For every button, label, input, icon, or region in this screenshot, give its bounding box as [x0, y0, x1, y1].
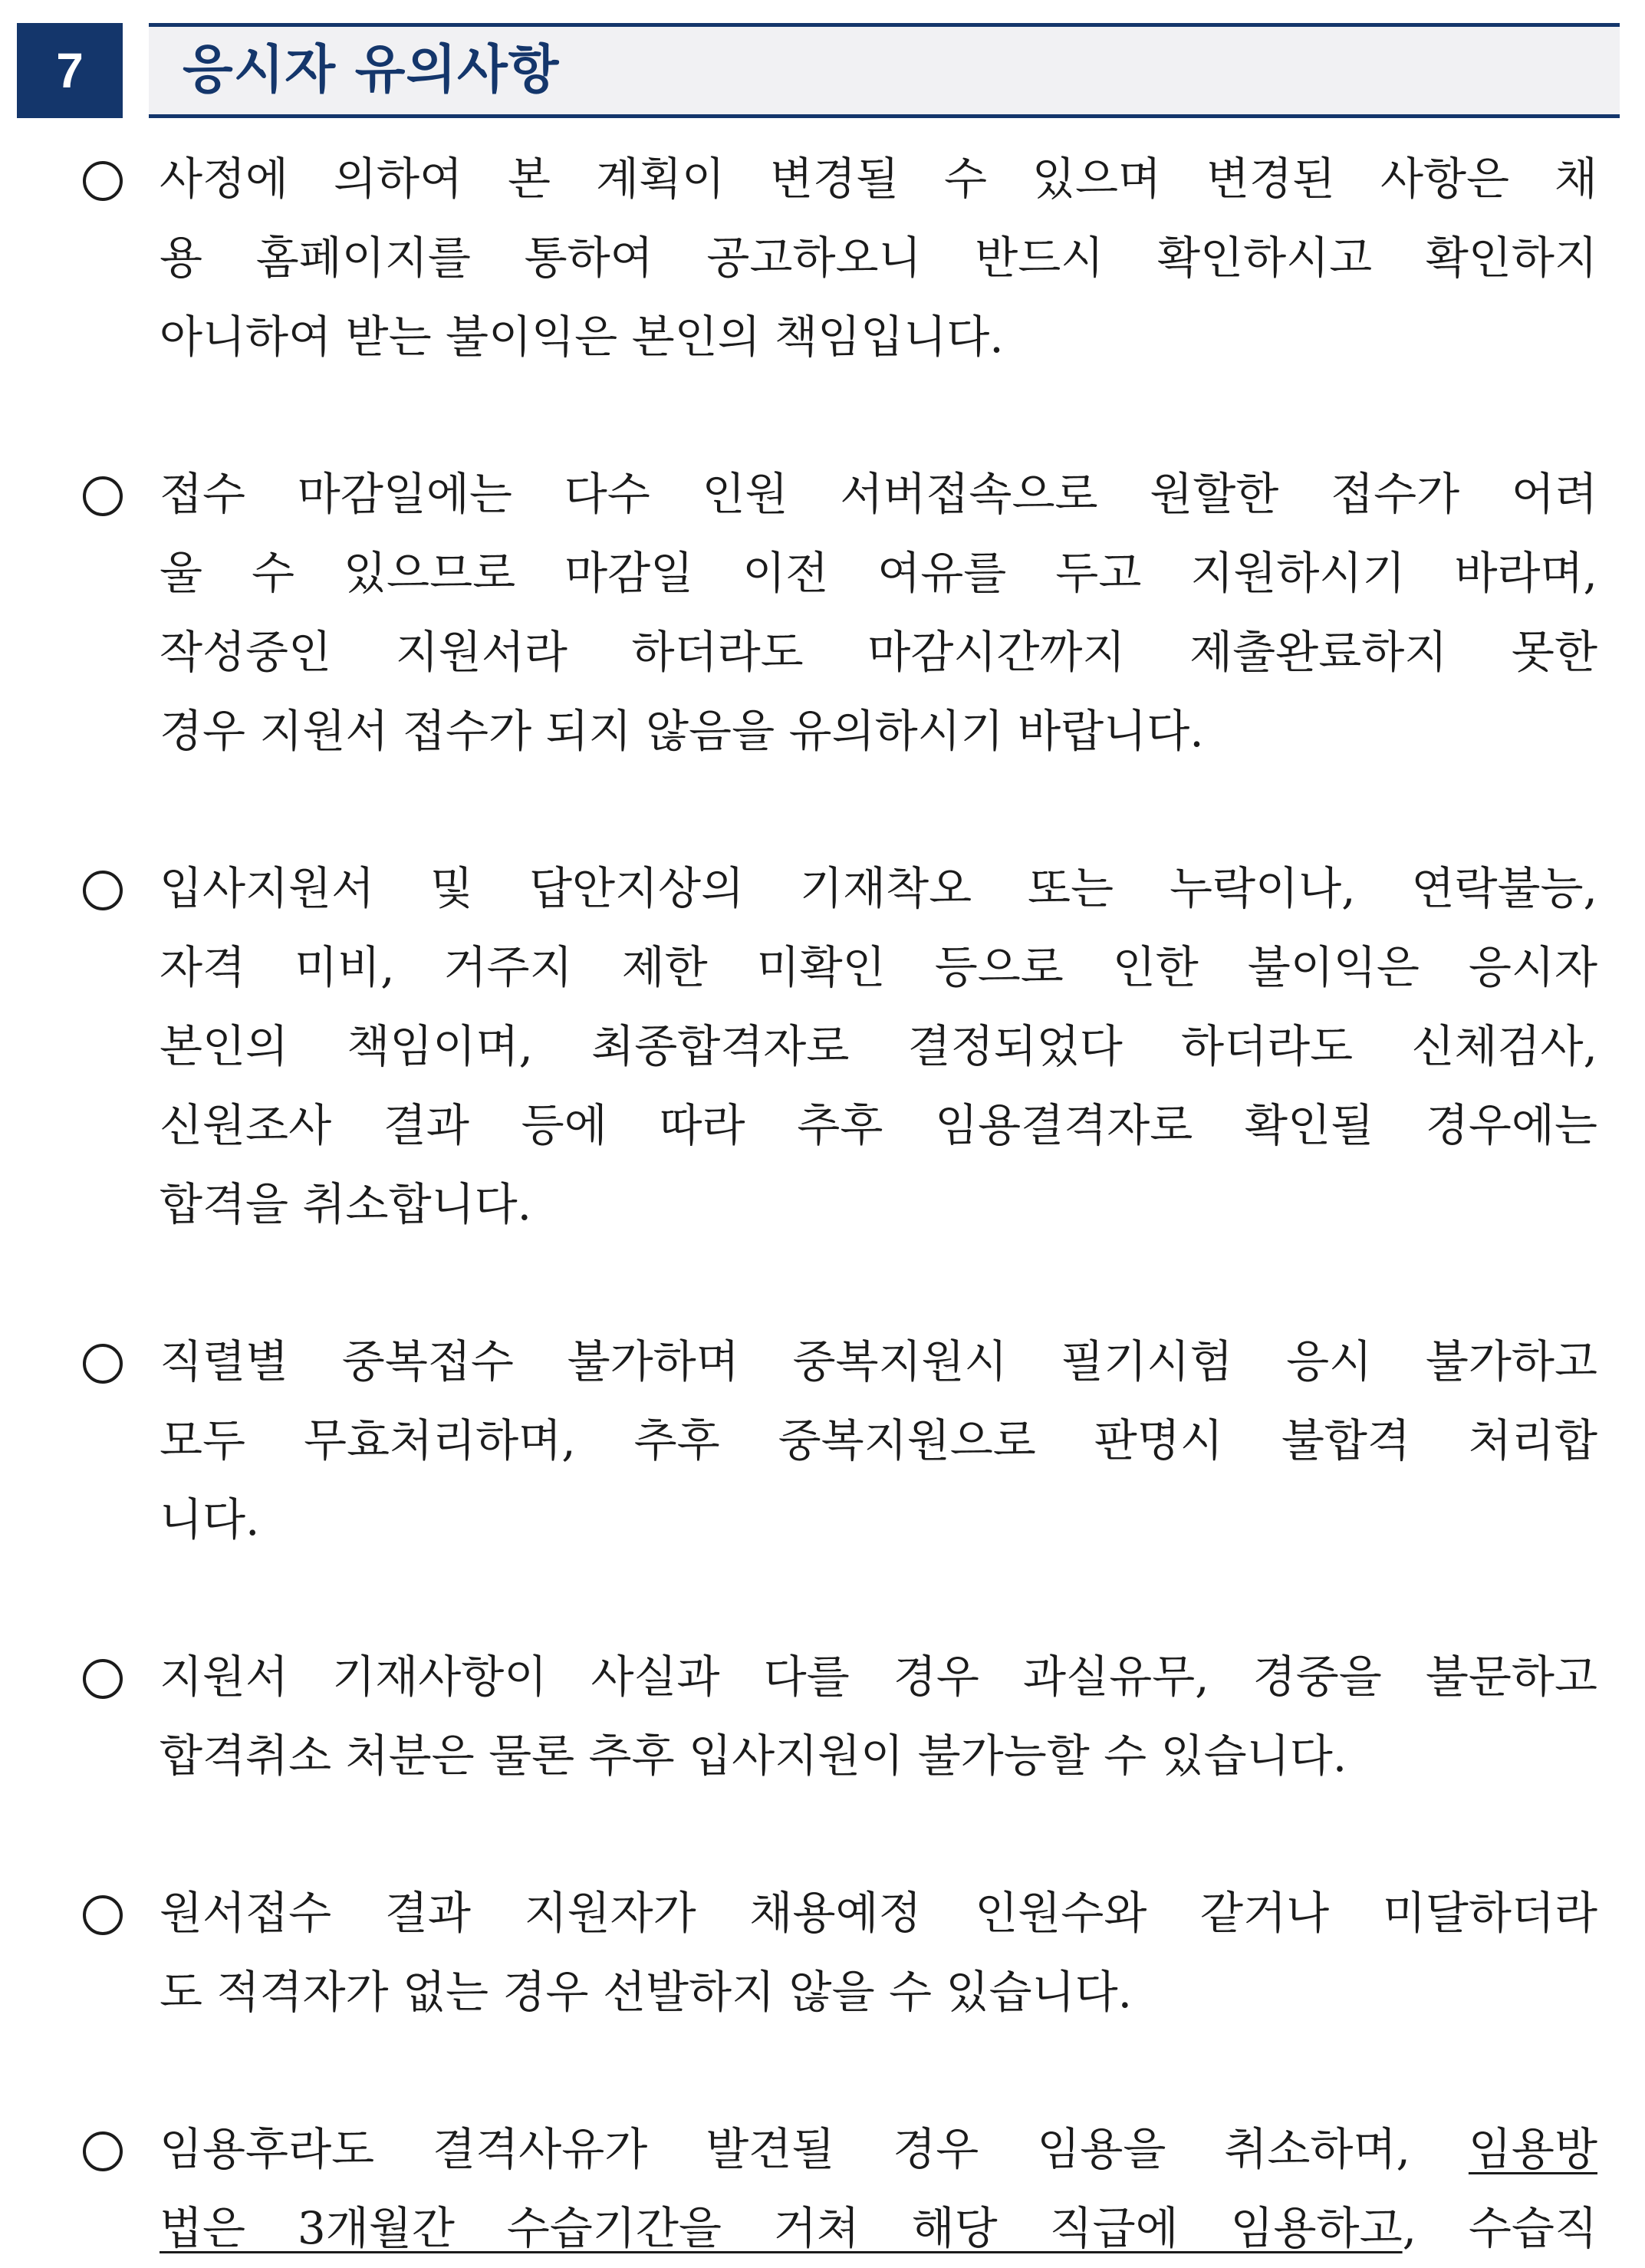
circle-bullet-icon [83, 1659, 123, 1699]
section-title-bar [149, 23, 1620, 118]
notice-item [83, 1322, 1597, 1559]
notice-text: 임용후라도 결격사유가 발견될 경우 임용을 취소하며, [160, 2123, 1469, 2175]
notice-line: 입사지원서 및 답안지상의 기재착오 또는 누락이나, 연락불능, [160, 862, 1597, 914]
notice-line: 사정에 의하여 본 계획이 변경될 수 있으며 변경된 사항은 채 [160, 153, 1597, 205]
notice-line: 신원조사 결과 등에 따라 추후 임용결격자로 확인될 경우에는 [160, 1099, 1597, 1151]
section-header [17, 23, 1620, 120]
notice-line: 접수 마감일에는 다수 인원 서버접속으로 원할한 접수가 어려 [160, 468, 1597, 520]
notice-line: 경우 지원서 접수가 되지 않음을 유의하시기 바랍니다. [160, 705, 1204, 757]
notice-line: 자격 미비, 거주지 제한 미확인 등으로 인한 불이익은 응시자 [160, 941, 1597, 993]
notice-line: 합격취소 처분은 물론 추후 입사지원이 불가능할 수 있습니다. [160, 1730, 1347, 1782]
notice-line: 원서접수 결과 지원자가 채용예정 인원수와 같거나 미달하더라 [160, 1887, 1597, 1939]
notice-line: 작성중인 지원서라 하더라도 마감시간까지 제출완료하지 못한 [160, 626, 1597, 678]
circle-bullet-icon [83, 1344, 123, 1384]
notice-line [160, 2110, 1597, 2189]
notice-item [83, 455, 1597, 771]
notice-item [83, 140, 1597, 377]
notice-line: 아니하여 받는 불이익은 본인의 책임입니다. [160, 311, 1004, 363]
notice-line: 지원서 기재사항이 사실과 다를 경우 과실유무, 경중을 불문하고 [160, 1651, 1597, 1703]
notice-item [83, 1638, 1597, 1796]
section-number: 7 [17, 23, 123, 118]
notice-line: 모두 무효처리하며, 추후 중복지원으로 판명시 불합격 처리합 [160, 1414, 1597, 1466]
notice-line: 직렬별 중복접수 불가하며 중복지원시 필기시험 응시 불가하고 [160, 1335, 1597, 1387]
notice-line: 니다. [160, 1493, 260, 1545]
circle-bullet-icon [83, 2131, 123, 2171]
notice-line: 용 홈페이지를 통하여 공고하오니 반드시 확인하시고 확인하지 [160, 232, 1597, 284]
notice-line: 본인의 책임이며, 최종합격자로 결정되었다 하더라도 신체검사, [160, 1020, 1597, 1072]
notice-line: 울 수 있으므로 마감일 이전 여유를 두고 지원하시기 바라며, [160, 547, 1597, 599]
notice-text: , 수습직 [1402, 2202, 1597, 2254]
notice-line: 도 적격자가 없는 경우 선발하지 않을 수 있습니다. [160, 1966, 1133, 2018]
notice-item [83, 1874, 1597, 2032]
circle-bullet-icon [83, 871, 123, 910]
underlined-text: 법은 3개월간 수습기간을 거쳐 해당 직급에 임용하고 [160, 2202, 1403, 2254]
notice-item [83, 849, 1597, 1244]
section-title: 응시자 유의사항 [183, 40, 560, 100]
circle-bullet-icon [83, 161, 123, 201]
notice-item [83, 2110, 1597, 2268]
notice-line: 합격을 취소합니다. [160, 1178, 532, 1230]
circle-bullet-icon [83, 1895, 123, 1935]
circle-bullet-icon [83, 476, 123, 516]
underlined-text: 임용방 [1468, 2123, 1597, 2175]
notice-list [83, 140, 1597, 2268]
notice-line [160, 2189, 1597, 2268]
